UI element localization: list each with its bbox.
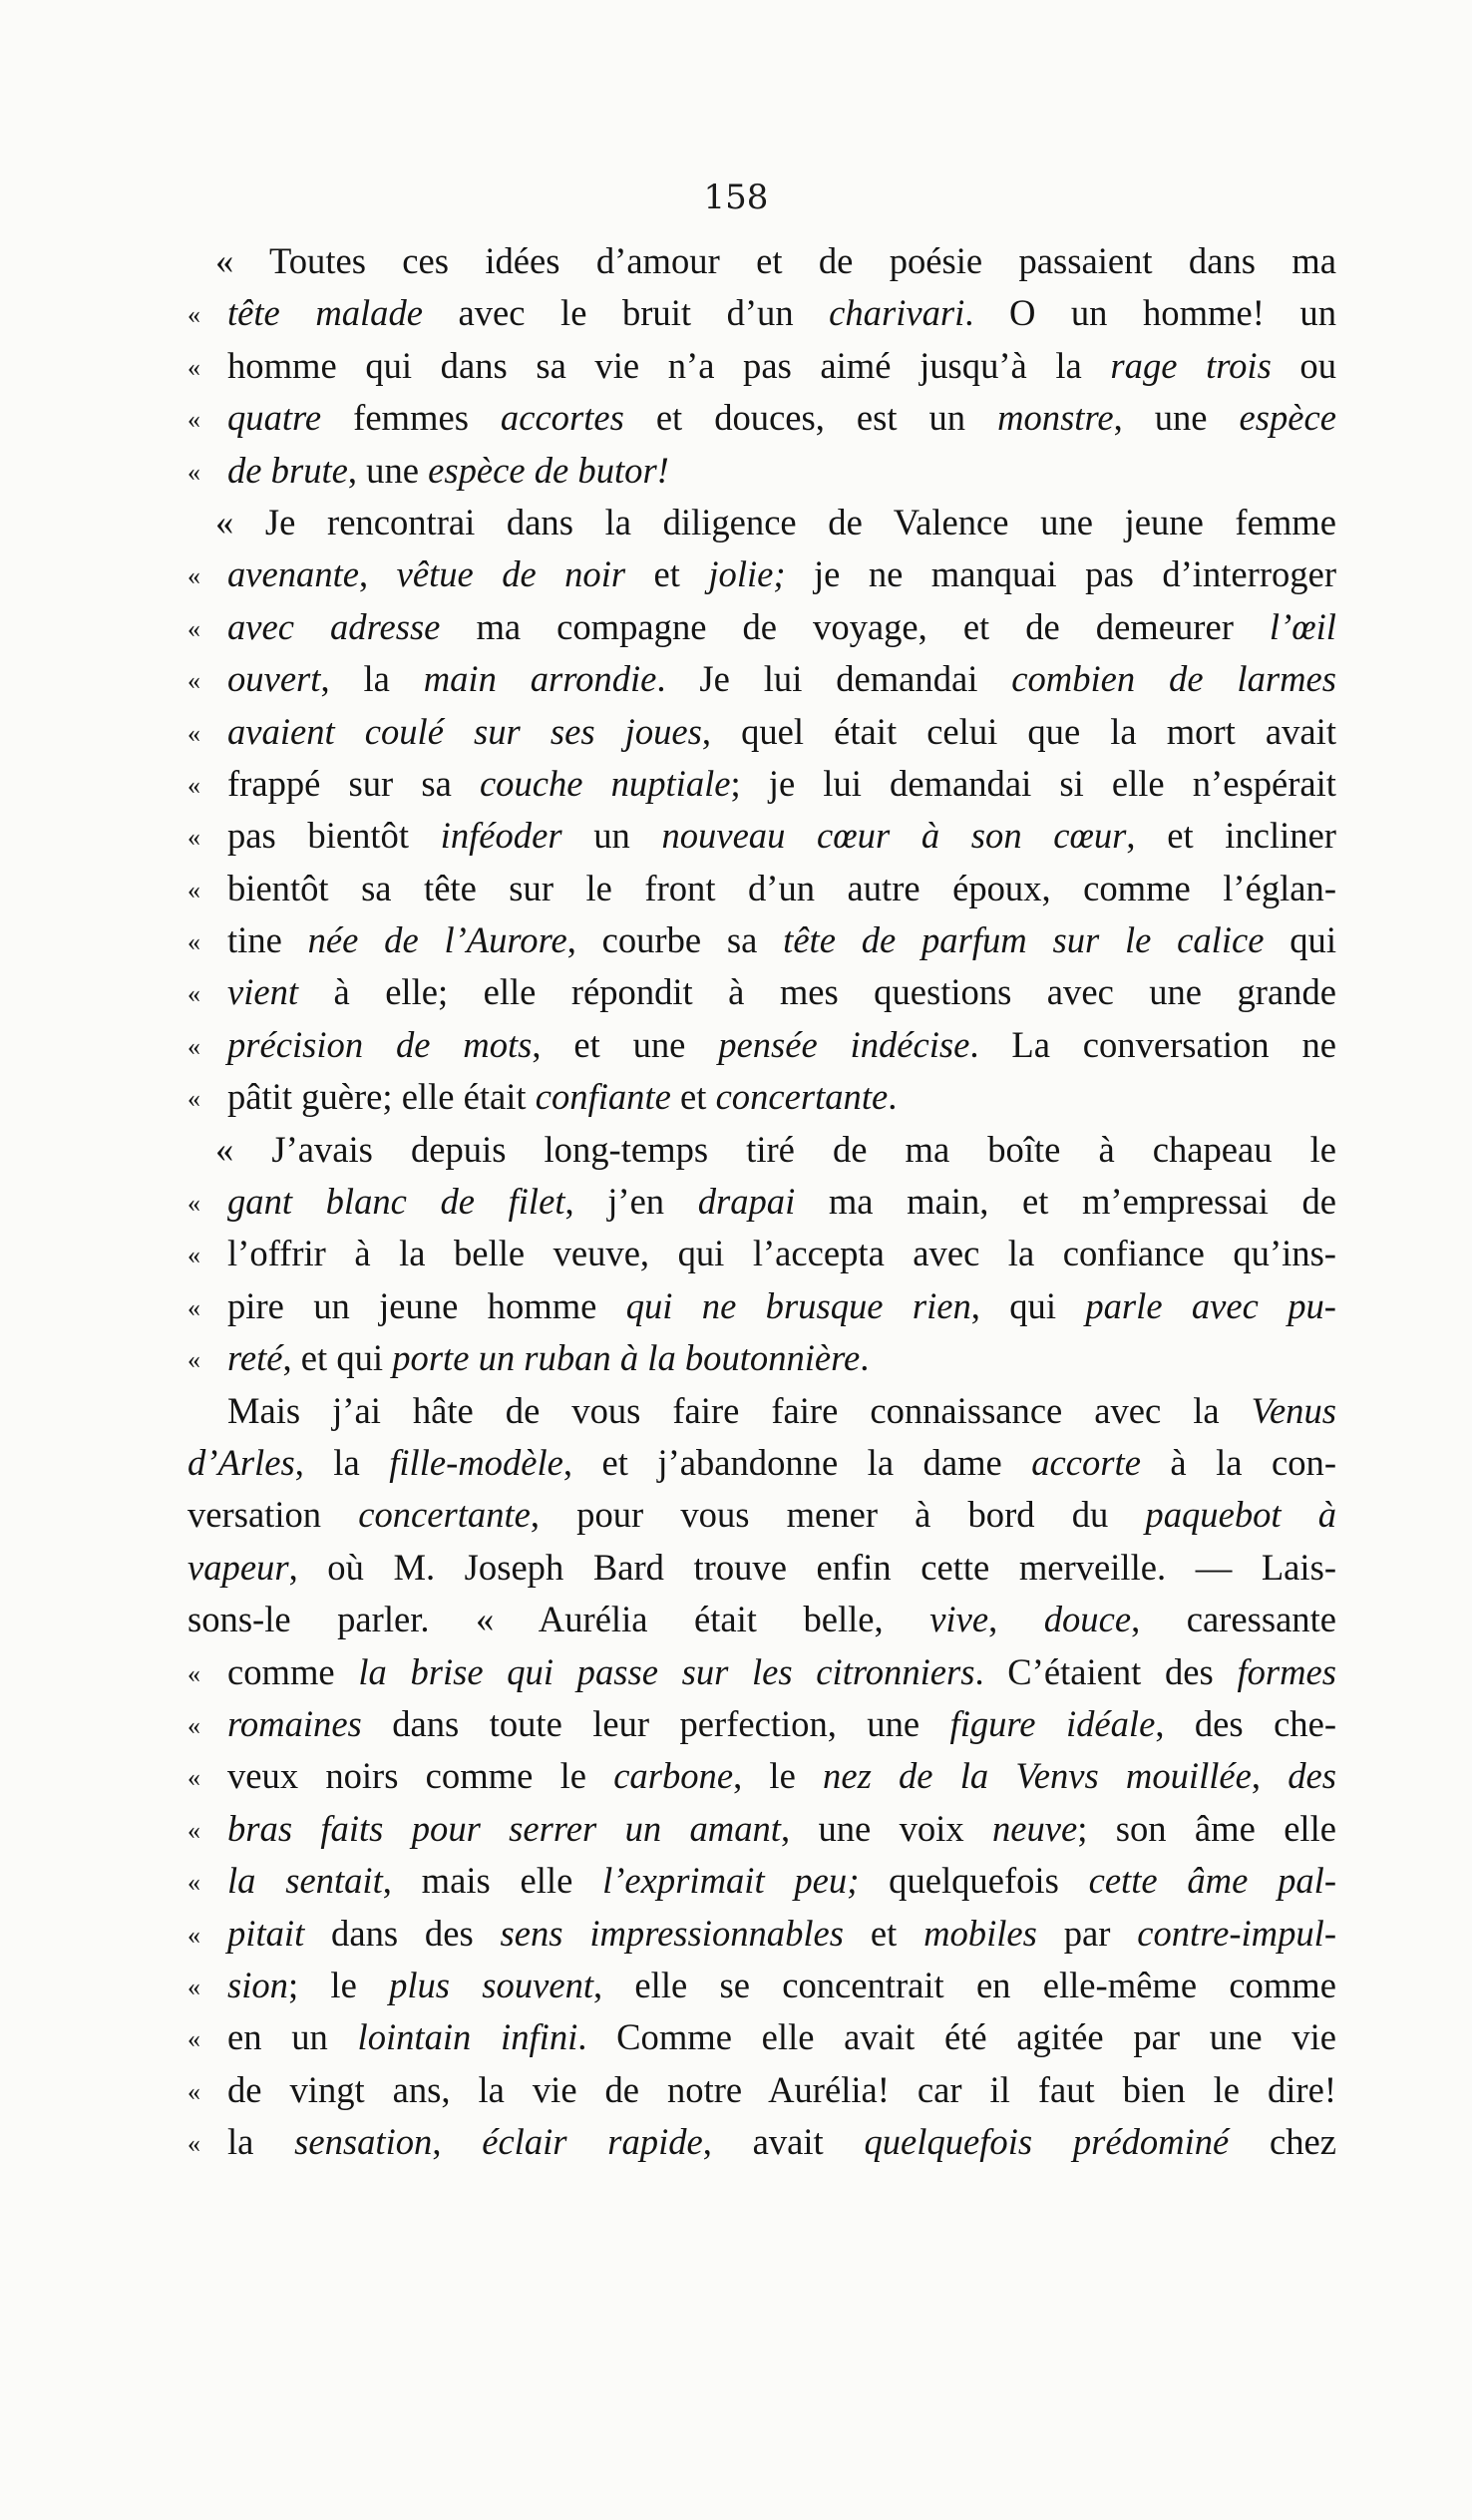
italic-text: accortes xyxy=(500,397,624,439)
text-segment: . La conversation ne xyxy=(969,1023,1336,1065)
text-line xyxy=(187,1385,1336,1437)
text-line xyxy=(187,1071,1336,1123)
text-segment: homme qui dans sa vie n’a pas aimé jusqu’à la xyxy=(227,344,1111,386)
text-segment: en un xyxy=(227,2016,358,2058)
text-line xyxy=(187,1750,1336,1802)
italic-text: tête de parfum sur le calice xyxy=(783,919,1265,961)
text-segment: pas bientôt xyxy=(227,815,441,857)
text-segment: dans toute leur perfection, une xyxy=(361,1702,950,1744)
text-segment: à elle; elle répondit à mes questions avec une grande xyxy=(298,971,1336,1013)
text-line xyxy=(187,2064,1336,2116)
text-segment: , une xyxy=(1113,397,1240,439)
italic-text: main arrondie xyxy=(423,658,657,700)
italic-text: d’Arles xyxy=(187,1441,295,1483)
italic-text: combien de larmes xyxy=(1011,658,1336,700)
quote-mark: « xyxy=(187,1658,200,1688)
italic-text: pitait xyxy=(227,1912,305,1954)
quote-mark: « xyxy=(187,875,200,904)
italic-text: monstre xyxy=(997,397,1114,439)
italic-text: avenante xyxy=(227,553,360,595)
text-line xyxy=(187,2011,1336,2063)
text-segment: , xyxy=(432,2121,483,2163)
text-line xyxy=(187,1228,1336,1279)
text-line xyxy=(187,1019,1336,1071)
italic-text: quelquefois prédominé xyxy=(864,2121,1230,2163)
text-segment: , quel était celui que la mort avait xyxy=(701,710,1336,752)
text-segment: l’offrir à la belle veuve, qui l’accepta avec la confiance qu’ins- xyxy=(227,1233,1336,1274)
italic-text: reté xyxy=(227,1337,283,1379)
quote-mark: « xyxy=(187,1868,200,1898)
text-line xyxy=(187,340,1336,392)
text-segment: sons-le parler. « Aurélia était belle, xyxy=(187,1599,930,1640)
italic-text: avaient coulé sur ses joues xyxy=(227,710,702,752)
italic-text: parle avec pu- xyxy=(1085,1284,1336,1326)
quote-mark: « xyxy=(187,927,200,957)
quote-mark: « xyxy=(187,352,200,382)
italic-text: concertante xyxy=(715,1076,889,1118)
text-segment: ; son âme elle xyxy=(1077,1807,1336,1849)
text-line xyxy=(187,287,1336,339)
text-line xyxy=(187,1176,1336,1228)
text-segment: , xyxy=(1251,1755,1288,1797)
italic-text: fille-modèle xyxy=(389,1441,563,1483)
italic-text: tête malade xyxy=(227,292,423,334)
quote-mark: « xyxy=(187,770,200,800)
text-segment: « Toutes ces idées d’amour et de poésie passaient dans ma xyxy=(215,240,1336,281)
italic-text: des xyxy=(1288,1755,1336,1797)
text-segment: . Je lui demandai xyxy=(656,658,1012,700)
text-segment: . C’étaient des xyxy=(974,1650,1238,1692)
text-segment: un xyxy=(561,815,662,857)
italic-text: nez de la Venvs mouillée xyxy=(823,1755,1252,1797)
page-number: 158 xyxy=(703,178,769,217)
italic-text: Venus xyxy=(1251,1389,1336,1431)
text-line xyxy=(187,548,1336,600)
quote-mark: « xyxy=(187,1345,200,1375)
text-line xyxy=(187,2116,1336,2168)
italic-text: espèce xyxy=(1239,397,1336,439)
italic-text: vive xyxy=(929,1599,989,1640)
text-line xyxy=(187,1489,1336,1541)
text-segment: et douces, est un xyxy=(623,397,998,439)
text-segment: . Comme elle avait été agitée par une vie xyxy=(577,2016,1336,2058)
quote-mark: « xyxy=(187,457,200,487)
text-segment: frappé sur sa xyxy=(227,762,480,804)
italic-text: mobiles xyxy=(923,1912,1037,1954)
italic-text: contre-impul- xyxy=(1137,1912,1337,1954)
text-line xyxy=(187,1332,1336,1384)
text-segment: , courbe sa xyxy=(566,919,784,961)
text-segment: je ne manquai pas d’interroger xyxy=(785,553,1337,595)
text-segment: , pour vous mener à bord du xyxy=(530,1494,1146,1536)
italic-text: vient xyxy=(227,971,299,1013)
italic-text: sens impressionnables xyxy=(500,1912,845,1954)
text-segment: avec le bruit d’un xyxy=(423,292,830,334)
text-line xyxy=(187,1124,1336,1176)
text-segment: . xyxy=(860,1337,870,1379)
italic-text: figure idéale xyxy=(949,1702,1156,1744)
quote-mark: « xyxy=(187,1972,200,2001)
italic-text: pensée indécise xyxy=(718,1023,970,1065)
quote-mark: « xyxy=(187,666,200,696)
italic-text: de brute xyxy=(227,449,348,491)
text-segment: Mais j’ai hâte de vous faire faire connaissance avec la xyxy=(227,1389,1252,1431)
italic-text: gant blanc de filet xyxy=(227,1181,565,1223)
text-segment: ; je lui demandai si elle n’espérait xyxy=(730,762,1336,804)
italic-text: éclair rapide xyxy=(482,2121,703,2163)
text-segment: , et j’abandonne la dame xyxy=(562,1441,1032,1483)
italic-text: douce xyxy=(1043,1599,1132,1640)
text-segment: , une voix xyxy=(780,1807,992,1849)
italic-text: jolie; xyxy=(708,553,786,595)
italic-text: espèce de butor! xyxy=(428,449,669,491)
italic-text: charivari xyxy=(829,292,965,334)
text-segment: et xyxy=(670,1076,716,1118)
quote-mark: « xyxy=(187,979,200,1009)
quote-mark: « xyxy=(187,718,200,748)
italic-text: sion xyxy=(227,1964,288,2005)
italic-text: paquebot à xyxy=(1145,1494,1336,1536)
text-line xyxy=(187,914,1336,966)
quote-mark: « xyxy=(187,405,200,435)
text-line xyxy=(187,653,1336,705)
text-line xyxy=(187,1280,1336,1332)
text-line xyxy=(187,1594,1336,1645)
text-segment: par xyxy=(1036,1912,1138,1954)
text-segment: qui xyxy=(1264,919,1336,961)
text-segment: . xyxy=(888,1076,898,1118)
italic-text: accorte xyxy=(1031,1441,1141,1483)
text-segment: chez xyxy=(1229,2121,1337,2163)
quote-mark: « xyxy=(187,1031,200,1061)
italic-text: confiante xyxy=(535,1076,671,1118)
text-line xyxy=(187,1855,1336,1907)
text-segment: pire un jeune homme xyxy=(227,1284,626,1326)
text-segment: comme xyxy=(227,1650,359,1692)
text-segment: , caressante xyxy=(1131,1599,1336,1640)
italic-text: bras faits pour serrer un amant xyxy=(227,1807,781,1849)
text-segment: « Je rencontrai dans la diligence de Valence une jeune femme xyxy=(215,501,1336,542)
italic-text: ouvert xyxy=(227,658,321,700)
text-line xyxy=(187,1542,1336,1594)
italic-text: vapeur xyxy=(187,1546,289,1588)
text-line xyxy=(187,758,1336,810)
text-segment: , la xyxy=(294,1441,390,1483)
text-segment: dans des xyxy=(304,1912,501,1954)
quote-mark: « xyxy=(187,1710,200,1740)
italic-text: qui ne brusque rien xyxy=(625,1284,971,1326)
text-segment: , elle se concentrait en elle-même comme xyxy=(593,1964,1336,2005)
quote-mark: « xyxy=(187,2024,200,2054)
text-segment: , où M. Joseph Bard trouve enfin cette merveille. — Lais- xyxy=(288,1546,1336,1588)
italic-text: neuve xyxy=(991,1807,1078,1849)
italic-text: drapai xyxy=(697,1181,796,1223)
quote-mark: « xyxy=(187,2129,200,2159)
italic-text: précision de mots xyxy=(227,1023,533,1065)
text-line xyxy=(187,1437,1336,1489)
italic-text: avec adresse xyxy=(227,605,441,647)
italic-text: vêtue de noir xyxy=(396,553,626,595)
text-segment: , j’en xyxy=(564,1181,698,1223)
text-line xyxy=(187,810,1336,862)
italic-text: rage trois xyxy=(1110,344,1272,386)
text-line xyxy=(187,601,1336,653)
text-segment: femmes xyxy=(321,397,501,439)
text-segment: , et incliner xyxy=(1126,815,1336,857)
text-segment: , des che- xyxy=(1155,1702,1337,1744)
text-segment: , la xyxy=(320,658,424,700)
quote-mark: « xyxy=(187,2076,200,2106)
text-segment: de vingt ans, la vie de notre Aurélia! car il faut bien le dire! xyxy=(227,2068,1336,2110)
italic-text: née de l’Aurore xyxy=(307,919,567,961)
text-segment: veux noirs comme le xyxy=(227,1755,614,1797)
text-segment: , avait xyxy=(702,2121,865,2163)
italic-text: l’exprimait peu; xyxy=(602,1860,860,1902)
quote-mark: « xyxy=(187,613,200,643)
italic-text: plus souvent xyxy=(389,1964,594,2005)
italic-text: nouveau cœur à son cœur xyxy=(661,815,1127,857)
text-segment: à la con- xyxy=(1140,1441,1337,1483)
quote-mark: « xyxy=(187,1241,200,1270)
body-text xyxy=(187,235,1336,2168)
quote-mark: « xyxy=(187,1920,200,1950)
text-segment: , qui xyxy=(970,1284,1086,1326)
text-line xyxy=(187,1698,1336,1750)
text-segment: , une xyxy=(347,449,429,491)
text-line xyxy=(187,966,1336,1018)
text-segment: et xyxy=(625,553,709,595)
text-line xyxy=(187,1803,1336,1855)
text-segment: et xyxy=(844,1912,924,1954)
text-line xyxy=(187,706,1336,758)
text-line xyxy=(187,235,1336,287)
italic-text: formes xyxy=(1237,1650,1337,1692)
text-segment: . O un homme! un xyxy=(964,292,1336,334)
text-segment: ma main, et m’empressai de xyxy=(795,1181,1336,1223)
text-segment: versation xyxy=(187,1494,359,1536)
text-line xyxy=(187,1908,1336,1960)
text-segment: ma compagne de voyage, et de demeurer xyxy=(440,605,1270,647)
text-segment: , le xyxy=(733,1755,824,1797)
italic-text: la brise qui passe sur les citronniers xyxy=(358,1650,975,1692)
italic-text: inféoder xyxy=(440,815,562,857)
italic-text: lointain infini xyxy=(357,2016,578,2058)
quote-mark: « xyxy=(187,1815,200,1845)
text-line xyxy=(187,392,1336,444)
text-segment: , xyxy=(359,553,397,595)
text-line xyxy=(187,1646,1336,1698)
italic-text: l’œil xyxy=(1269,605,1336,647)
quote-mark: « xyxy=(187,1292,200,1322)
quote-mark: « xyxy=(187,1763,200,1793)
italic-text: couche nuptiale xyxy=(479,762,731,804)
quote-mark: « xyxy=(187,823,200,853)
text-segment: , et une xyxy=(532,1023,719,1065)
quote-mark: « xyxy=(187,561,200,591)
text-segment: tine xyxy=(227,919,308,961)
italic-text: sensation xyxy=(294,2121,433,2163)
text-segment: ; le xyxy=(287,1964,390,2005)
text-line xyxy=(187,863,1336,914)
text-segment: , xyxy=(988,1599,1044,1640)
quote-mark: « xyxy=(187,1189,200,1219)
text-segment: , et qui xyxy=(282,1337,393,1379)
text-segment: la xyxy=(227,2121,295,2163)
italic-text: quatre xyxy=(227,397,322,439)
italic-text: cette âme pal- xyxy=(1088,1860,1336,1902)
text-segment: quelquefois xyxy=(859,1860,1089,1902)
quote-mark: « xyxy=(187,300,200,330)
text-segment: bientôt sa tête sur le front d’un autre époux, comme l’églan- xyxy=(227,867,1336,908)
italic-text: porte un ruban à la boutonnière xyxy=(392,1337,861,1379)
italic-text: la sentait xyxy=(227,1860,383,1902)
text-line xyxy=(187,497,1336,548)
quote-mark: « xyxy=(187,1084,200,1114)
text-line xyxy=(187,445,1336,497)
italic-text: concertante xyxy=(358,1494,531,1536)
text-segment: pâtit guère; elle était xyxy=(227,1076,536,1118)
italic-text: carbone xyxy=(613,1755,734,1797)
text-segment: ou xyxy=(1271,344,1337,386)
text-line xyxy=(187,1960,1336,2011)
text-segment: , mais elle xyxy=(382,1860,603,1902)
italic-text: romaines xyxy=(227,1702,362,1744)
text-segment: « J’avais depuis long-temps tiré de ma boîte à chapeau le xyxy=(215,1128,1336,1170)
